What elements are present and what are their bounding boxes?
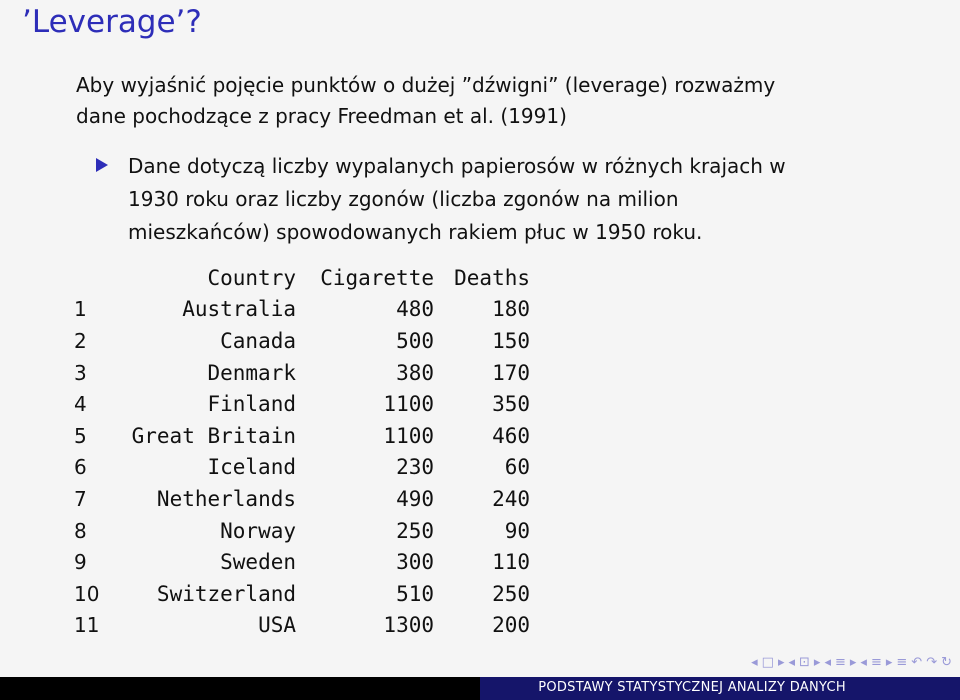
table-header-row xyxy=(74,262,530,294)
cell-cigarette: 490 xyxy=(396,486,434,511)
cell-index: 6 xyxy=(74,455,87,480)
table-row xyxy=(74,515,530,547)
header-deaths: Deaths xyxy=(454,265,530,290)
cell-index: 7 xyxy=(74,486,87,511)
cell-cigarette: 1300 xyxy=(383,613,434,638)
cell-index: 11 xyxy=(74,613,100,638)
cell-index: 2 xyxy=(74,328,87,353)
nav-frame-icon[interactable]: □ xyxy=(761,654,774,670)
cell-cigarette: 380 xyxy=(396,360,434,385)
bullet-line: mieszkańców) spowodowanych rakiem płuc w 1950 roku. xyxy=(128,220,703,244)
cell-country: Norway xyxy=(220,518,296,543)
cell-country: Netherlands xyxy=(156,486,296,511)
footer-right-panel xyxy=(480,677,960,700)
bullet-line: Dane dotyczą liczby wypalanych papierosów w różnych krajach w xyxy=(128,154,786,178)
header-cigarette: Cigarette xyxy=(320,265,434,290)
cell-country: Iceland xyxy=(207,455,296,480)
nav-next-subsection-icon[interactable]: ▸ xyxy=(813,654,821,670)
cell-deaths: 170 xyxy=(492,360,530,385)
nav-section-icon[interactable]: ≡ xyxy=(834,654,846,670)
nav-next-section-icon[interactable]: ▸ xyxy=(849,654,857,670)
cell-deaths: 250 xyxy=(492,581,530,606)
table-row xyxy=(74,325,530,357)
nav-prev-subsection-icon[interactable]: ◂ xyxy=(788,654,795,670)
cell-deaths: 460 xyxy=(492,423,530,448)
intro-paragraph xyxy=(76,70,896,132)
cell-cigarette: 480 xyxy=(396,297,434,322)
triangle-bullet-icon xyxy=(96,158,108,172)
cell-deaths: 90 xyxy=(504,518,530,543)
slide-title: ’Leverage’? xyxy=(22,4,202,40)
table-row xyxy=(74,294,530,326)
header-index xyxy=(74,262,114,294)
beamer-navigation xyxy=(751,652,952,672)
cell-country: Denmark xyxy=(207,360,296,385)
intro-line: dane pochodzące z pracy Freedman et al. (1991) xyxy=(76,104,567,128)
table-row xyxy=(74,452,530,484)
nav-prev-frame-icon[interactable]: ◂ xyxy=(751,654,758,670)
cell-deaths: 180 xyxy=(492,297,530,322)
cell-country: Great Britain xyxy=(131,423,296,448)
nav-subsection-icon[interactable]: ⊡ xyxy=(799,654,810,670)
table-row xyxy=(74,388,530,420)
cell-cigarette: 1100 xyxy=(383,423,434,448)
table-row xyxy=(74,610,530,642)
cell-country: Finland xyxy=(207,392,296,417)
footer-bar xyxy=(0,677,960,700)
cell-deaths: 350 xyxy=(492,392,530,417)
cell-country: Sweden xyxy=(220,550,296,575)
cell-index: 1 xyxy=(74,297,87,322)
table-row xyxy=(74,483,530,515)
cell-deaths: 110 xyxy=(492,550,530,575)
cell-index: 8 xyxy=(74,518,87,543)
nav-back-icon[interactable]: ↶ xyxy=(911,654,923,670)
cell-deaths: 240 xyxy=(492,486,530,511)
cell-cigarette: 500 xyxy=(396,328,434,353)
nav-document-icon[interactable]: ≡ xyxy=(896,654,908,670)
cell-cigarette: 1100 xyxy=(383,392,434,417)
cell-deaths: 60 xyxy=(504,455,530,480)
nav-next-frame-icon[interactable]: ▸ xyxy=(777,654,785,670)
footer-left-panel xyxy=(0,677,480,700)
cell-country: USA xyxy=(258,613,296,638)
cell-country: Canada xyxy=(220,328,296,353)
cell-deaths: 150 xyxy=(492,328,530,353)
footer-course-title: PODSTAWY STATYSTYCZNEJ ANALIZY DANYCH xyxy=(538,680,846,695)
table-row xyxy=(74,578,530,610)
cell-cigarette: 510 xyxy=(396,581,434,606)
cell-cigarette: 300 xyxy=(396,550,434,575)
header-country: Country xyxy=(207,265,296,290)
nav-forward-icon[interactable]: ↷ xyxy=(926,654,938,670)
nav-part-icon[interactable]: ≡ xyxy=(870,654,882,670)
bullet-line: 1930 roku oraz liczby zgonów (liczba zgonów na milion xyxy=(128,187,679,211)
table-row xyxy=(74,420,530,452)
cell-index: 4 xyxy=(74,392,87,417)
intro-line: Aby wyjaśnić pojęcie punktów o dużej ”dźwigni” (leverage) rozważmy xyxy=(76,73,776,97)
nav-search-icon[interactable]: ↻ xyxy=(941,654,952,670)
cell-index: 10 xyxy=(74,581,100,606)
table-row xyxy=(74,546,530,578)
cell-cigarette: 250 xyxy=(396,518,434,543)
cell-index: 5 xyxy=(74,423,87,448)
cell-country: Switzerland xyxy=(156,581,296,606)
cell-deaths: 200 xyxy=(492,613,530,638)
bullet-text xyxy=(128,150,786,249)
table-row xyxy=(74,357,530,389)
nav-prev-part-icon[interactable]: ◂ xyxy=(860,654,867,670)
nav-prev-section-icon[interactable]: ◂ xyxy=(824,654,831,670)
cell-cigarette: 230 xyxy=(396,455,434,480)
data-table xyxy=(74,262,530,641)
cell-country: Australia xyxy=(182,297,296,322)
cell-index: 3 xyxy=(74,360,87,385)
cell-index: 9 xyxy=(74,550,87,575)
nav-next-part-icon[interactable]: ▸ xyxy=(885,654,893,670)
